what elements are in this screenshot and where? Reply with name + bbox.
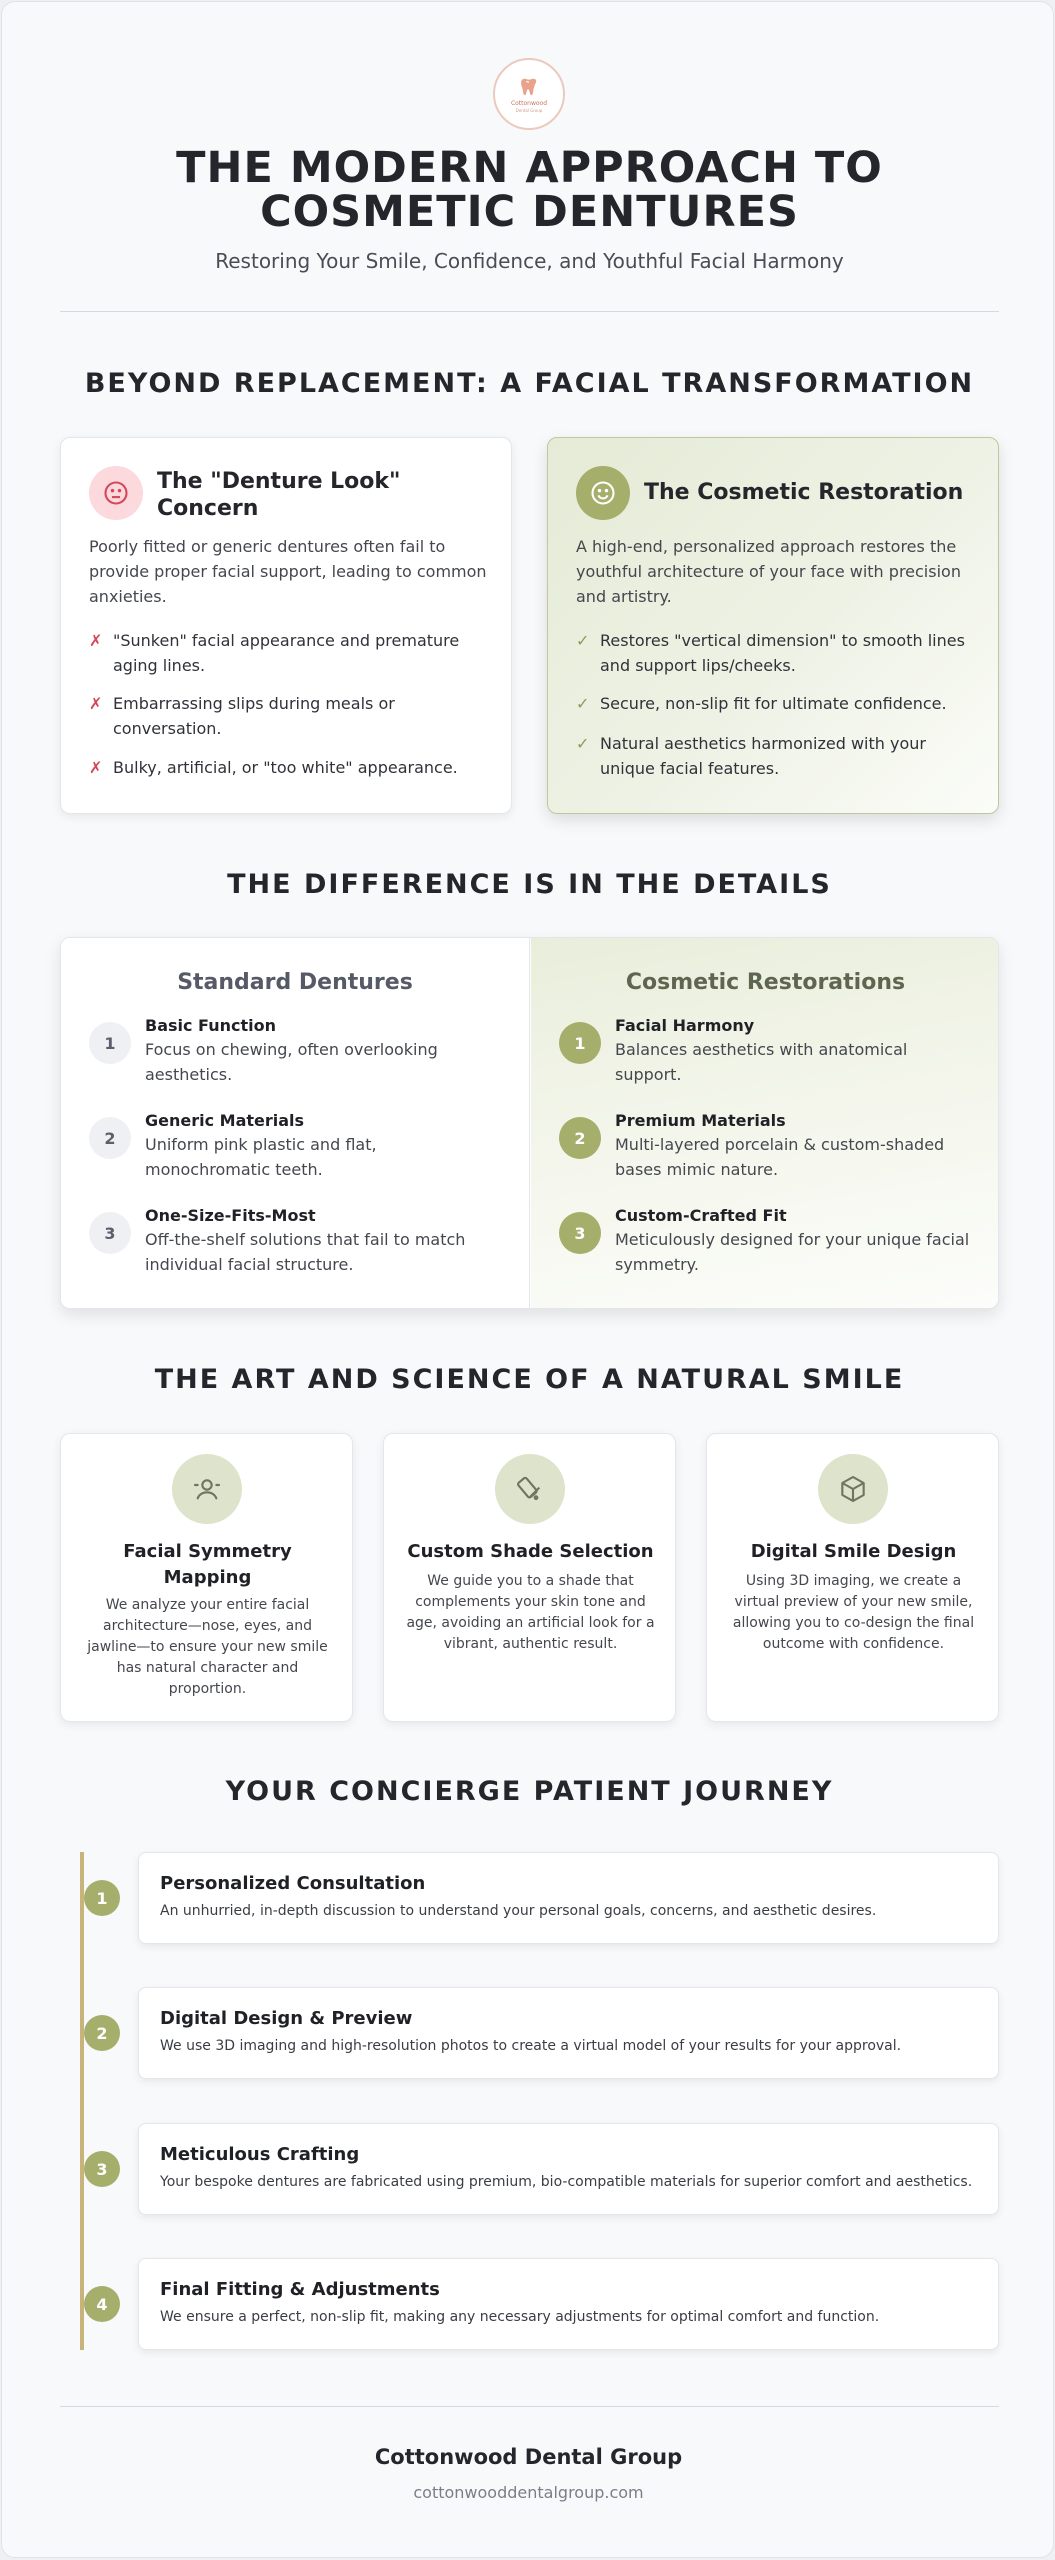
cosmetic-restoration-intro: A high-end, personalized approach restores the youthful architecture of your face with precision and artistry. [576,537,961,606]
page-title [62,143,997,237]
list-item [89,755,489,780]
cube-3d-icon [818,1454,888,1524]
cosmetic-restorations-column [531,938,999,1308]
logo-tagline: Dental Group [515,107,543,113]
section-heading-journey: YOUR CONCIERGE PATIENT JOURNEY [225,1776,834,1807]
list-item [576,628,976,678]
timeline-line [80,1852,84,2350]
step-number: 2 [84,2015,120,2051]
standard-dentures-title: Standard Dentures [177,970,413,995]
cosmetic-restoration-list [576,628,976,788]
title-line-2: COSMETIC DENTURES [260,187,799,237]
check-icon: ✓ [576,734,590,753]
section-heading-details: THE DIFFERENCE IS IN THE DETAILS [227,869,832,900]
comparison-item-title: Basic Function [145,1016,276,1035]
list-item [89,691,489,741]
footer-divider [60,2406,999,2407]
check-icon: ✓ [576,631,590,650]
footer-company-name: Cottonwood Dental Group [374,2445,683,2469]
comparison-item-desc: Multi-layered porcelain & custom-shaded bases mimic nature. [615,1135,945,1179]
list-item-text: Bulky, artificial, or "too white" appearance. [113,758,458,777]
feature-desc: We guide you to a shade that complements your skin tone and age, avoiding an artificial look for a vibrant, authentic result. [406,1573,655,1652]
comparison-item [89,1016,509,1096]
denture-look-title-line-1: The "Denture Look" [157,469,401,494]
step-desc: We ensure a perfect, non-slip fit, making any necessary adjustments for optimal comfort and function. [160,2309,880,2325]
comparison-item [89,1111,509,1191]
step-title: Digital Design & Preview [160,2008,413,2029]
list-item-text: Embarrassing slips during meals or conversation. [113,694,395,738]
denture-look-card [60,437,512,814]
list-item [576,731,976,781]
title-line-1: THE MODERN APPROACH TO [176,143,883,193]
step-number: 4 [84,2286,120,2322]
logo [493,58,565,130]
comparison-item-title: Premium Materials [615,1111,786,1130]
cosmetic-restoration-card [547,437,999,814]
cross-icon: ✗ [89,758,103,777]
comparison-item-desc: Balances aesthetics with anatomical support. [615,1040,908,1084]
journey-step [138,2123,999,2215]
denture-look-title-line-2: Concern [157,496,259,521]
header-divider [60,311,999,312]
list-item-text: Natural aesthetics harmonized with your unique facial features. [600,734,926,778]
feature-card-shade-selection [383,1433,676,1722]
journey-step [138,2258,999,2350]
step-title: Final Fitting & Adjustments [160,2279,440,2300]
number-badge: 3 [89,1212,131,1254]
infographic-page [1,1,1054,2558]
comparison-item [89,1206,509,1286]
feature-title: Facial Symmetry Mapping [123,1541,292,1588]
standard-dentures-column [61,938,530,1308]
number-badge: 1 [559,1022,601,1064]
comparison-item-title: Generic Materials [145,1111,305,1130]
denture-look-title [157,468,477,522]
comparison-item-desc: Focus on chewing, often overlooking aesthetics. [145,1040,438,1084]
list-item-text: "Sunken" facial appearance and premature aging lines. [113,631,460,675]
check-icon: ✓ [576,694,590,713]
step-title: Personalized Consultation [160,1873,426,1894]
feature-card-digital-smile [706,1433,999,1722]
step-number: 1 [84,1880,120,1916]
comparison-item-desc: Meticulously designed for your unique facial symmetry. [615,1230,970,1274]
step-title: Meticulous Crafting [160,2144,360,2165]
number-badge: 3 [559,1212,601,1254]
feature-desc: Using 3D imaging, we create a virtual preview of your new smile, allowing you to co-design the final outcome with confidence. [732,1573,975,1652]
frown-face-icon [89,466,143,520]
step-number: 3 [84,2151,120,2187]
cosmetic-restorations-title: Cosmetic Restorations [625,970,906,995]
feature-card-facial-symmetry [60,1433,353,1722]
smile-face-icon [576,466,630,520]
number-badge: 1 [89,1022,131,1064]
number-badge: 2 [89,1117,131,1159]
comparison-item [559,1016,979,1096]
page-subtitle: Restoring Your Smile, Confidence, and Youthful Facial Harmony [215,249,844,273]
list-item [89,628,489,678]
list-item-text: Secure, non-slip fit for ultimate confidence. [600,694,947,713]
face-profile-icon [172,1454,242,1524]
cross-icon: ✗ [89,631,103,650]
denture-look-intro: Poorly fitted or generic dentures often fail to provide proper facial support, leading to common anxieties. [89,537,487,606]
number-badge: 2 [559,1117,601,1159]
cosmetic-restoration-title: The Cosmetic Restoration [644,480,964,505]
logo-name: Cottonwood [510,99,548,107]
cross-icon: ✗ [89,694,103,713]
comparison-item [559,1206,979,1286]
journey-step [138,1987,999,2079]
step-desc: Your bespoke dentures are fabricated using premium, bio-compatible materials for superior comfort and aesthetics. [160,2174,973,2190]
comparison-table [60,937,999,1309]
list-item [576,691,976,716]
step-desc: We use 3D imaging and high-resolution photos to create a virtual model of your results for your approval. [160,2038,902,2054]
step-desc: An unhurried, in-depth discussion to understand your personal goals, concerns, and aesthetic desires. [160,1903,877,1919]
shade-swatch-icon [495,1454,565,1524]
section-heading-beyond: BEYOND REPLACEMENT: A FACIAL TRANSFORMATION [84,368,975,399]
comparison-item-desc: Off-the-shelf solutions that fail to match individual facial structure. [145,1230,466,1274]
comparison-item [559,1111,979,1191]
list-item-text: Restores "vertical dimension" to smooth lines and support lips/cheeks. [600,631,965,675]
comparison-item-title: Facial Harmony [615,1016,755,1035]
tooth-icon [518,76,540,98]
denture-look-list [89,628,489,788]
journey-step [138,1852,999,1944]
feature-title: Digital Smile Design [750,1541,957,1562]
feature-desc: We analyze your entire facial architecture—nose, eyes, and jawline—to ensure your new smile has natural character and proportion. [87,1597,328,1697]
footer-website-link[interactable]: cottonwooddentalgroup.com [413,2483,644,2502]
comparison-item-title: Custom-Crafted Fit [615,1206,787,1225]
comparison-item-desc: Uniform pink plastic and flat, monochromatic teeth. [145,1135,377,1179]
feature-title: Custom Shade Selection [407,1541,654,1562]
section-heading-art: THE ART AND SCIENCE OF A NATURAL SMILE [154,1364,905,1395]
comparison-item-title: One-Size-Fits-Most [145,1206,316,1225]
